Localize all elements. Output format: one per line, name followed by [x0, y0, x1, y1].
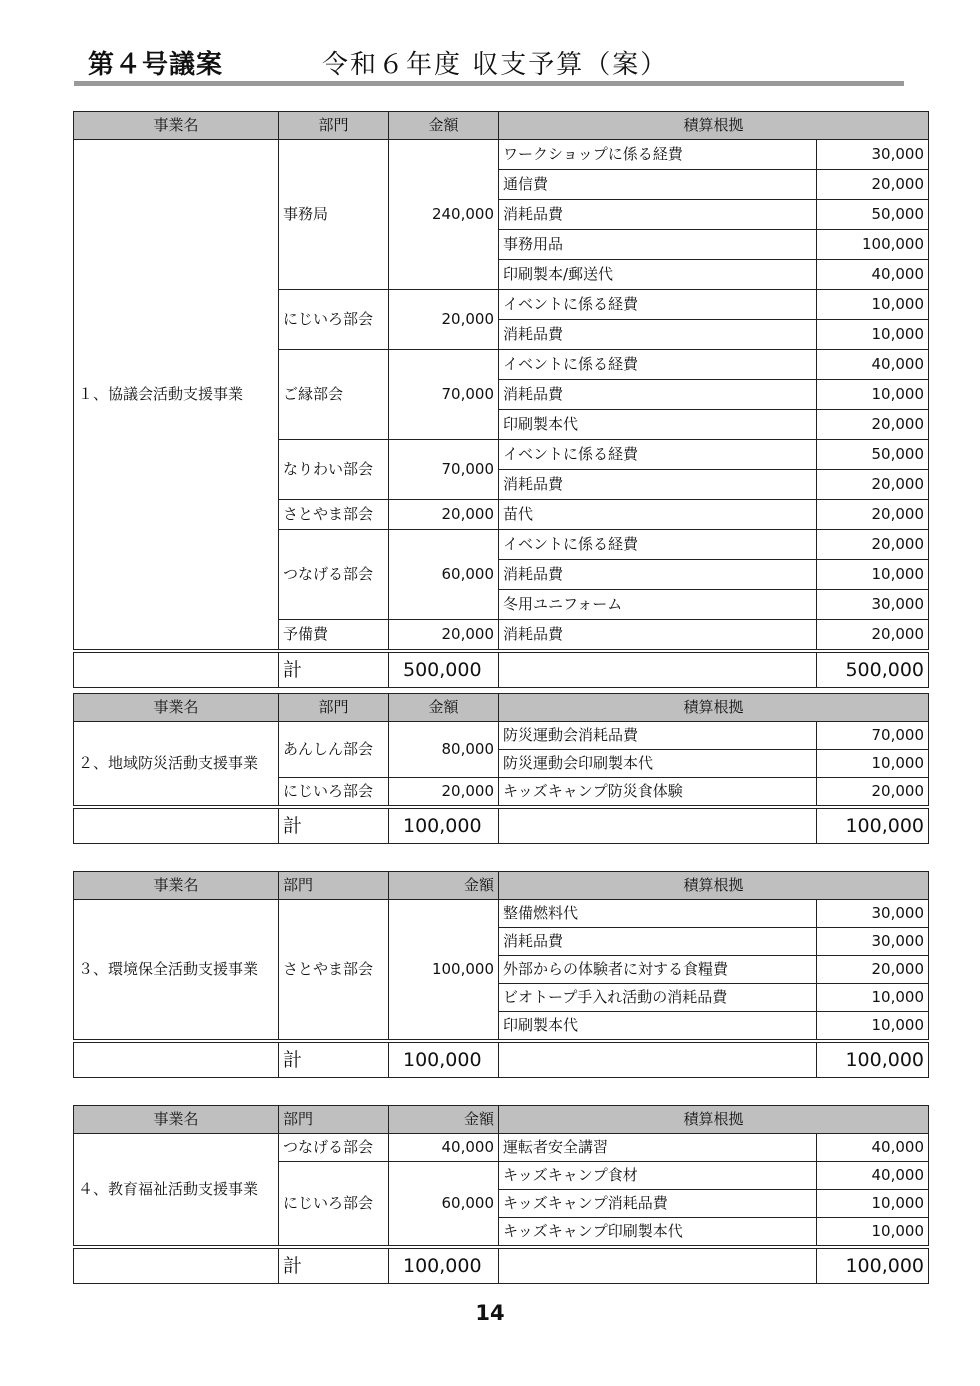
basis-cost: 20,000 [817, 470, 929, 500]
basis-item: 防災運動会印刷製本代 [499, 750, 817, 778]
department-name: 事務局 [279, 140, 389, 290]
project-name: ３、環境保全活動支援事業 [74, 900, 279, 1040]
department-amount: 240,000 [389, 140, 499, 290]
department-amount: 100,000 [389, 900, 499, 1040]
basis-item: 印刷製本/郵送代 [499, 260, 817, 290]
total-row [74, 1043, 929, 1078]
total-amount: 100,000 [389, 1249, 499, 1284]
table-row [74, 900, 929, 928]
basis-cost: 40,000 [817, 1162, 929, 1190]
header-basis: 積算根拠 [499, 1106, 929, 1134]
basis-cost: 10,000 [817, 1190, 929, 1218]
page-number: 14 [475, 1301, 505, 1325]
header-department: 部門 [279, 694, 389, 722]
department-name: にじいろ部会 [279, 290, 389, 350]
basis-item: 苗代 [499, 500, 817, 530]
basis-item: 消耗品費 [499, 928, 817, 956]
basis-cost: 40,000 [817, 1134, 929, 1162]
department-amount: 60,000 [389, 530, 499, 620]
basis-item: 消耗品費 [499, 620, 817, 650]
basis-cost: 10,000 [817, 750, 929, 778]
department-amount: 70,000 [389, 440, 499, 500]
total-label: 計 [279, 809, 389, 844]
total-row [74, 809, 929, 844]
department-name: にじいろ部会 [279, 778, 389, 806]
basis-item: 印刷製本代 [499, 1012, 817, 1040]
total-basis-blank [499, 653, 817, 688]
basis-item: 冬用ユニフォーム [499, 590, 817, 620]
total-blank [74, 1043, 279, 1078]
total-label: 計 [279, 1249, 389, 1284]
department-name: あんしん部会 [279, 722, 389, 778]
department-name: 予備費 [279, 620, 389, 650]
table-row [74, 140, 929, 170]
total-cost: 100,000 [817, 1249, 929, 1284]
basis-cost: 20,000 [817, 530, 929, 560]
basis-cost: 30,000 [817, 590, 929, 620]
department-name: つなげる部会 [279, 530, 389, 620]
basis-item: 外部からの体験者に対する食糧費 [499, 956, 817, 984]
department-amount: 40,000 [389, 1134, 499, 1162]
basis-cost: 10,000 [817, 320, 929, 350]
total-row [74, 1249, 929, 1284]
basis-item: ワークショップに係る経費 [499, 140, 817, 170]
basis-item: 防災運動会消耗品費 [499, 722, 817, 750]
basis-cost: 20,000 [817, 170, 929, 200]
basis-cost: 30,000 [817, 900, 929, 928]
department-name: さとやま部会 [279, 500, 389, 530]
basis-item: 印刷製本代 [499, 410, 817, 440]
total-label: 計 [279, 653, 389, 688]
budget-table [73, 111, 929, 688]
table-row [74, 722, 929, 750]
header-amount: 金額 [389, 112, 499, 140]
total-label: 計 [279, 1043, 389, 1078]
title-underline [74, 81, 904, 86]
basis-item: 事務用品 [499, 230, 817, 260]
basis-item: 消耗品費 [499, 380, 817, 410]
project-name: ４、教育福祉活動支援事業 [74, 1134, 279, 1246]
total-row [74, 653, 929, 688]
table-header-row [74, 1106, 929, 1134]
basis-item: ビオトープ手入れ活動の消耗品費 [499, 984, 817, 1012]
total-cost: 500,000 [817, 653, 929, 688]
basis-cost: 10,000 [817, 1012, 929, 1040]
budget-table [73, 693, 929, 844]
department-amount: 80,000 [389, 722, 499, 778]
header-department: 部門 [279, 1106, 389, 1134]
department-name: さとやま部会 [279, 900, 389, 1040]
header-amount: 金額 [389, 1106, 499, 1134]
department-amount: 20,000 [389, 290, 499, 350]
basis-item: キッズキャンプ消耗品費 [499, 1190, 817, 1218]
basis-item: 消耗品費 [499, 560, 817, 590]
header-department: 部門 [279, 112, 389, 140]
department-amount: 20,000 [389, 620, 499, 650]
department-name: ご縁部会 [279, 350, 389, 440]
basis-item: 消耗品費 [499, 470, 817, 500]
table-header-row [74, 694, 929, 722]
total-cost: 100,000 [817, 809, 929, 844]
basis-cost: 30,000 [817, 140, 929, 170]
project-name: １、協議会活動支援事業 [74, 140, 279, 650]
total-basis-blank [499, 1043, 817, 1078]
header-amount: 金額 [389, 872, 499, 900]
header-project: 事業名 [74, 872, 279, 900]
basis-item: 通信費 [499, 170, 817, 200]
basis-item: 消耗品費 [499, 320, 817, 350]
header-department: 部門 [279, 872, 389, 900]
basis-item: イベントに係る経費 [499, 530, 817, 560]
department-amount: 60,000 [389, 1162, 499, 1246]
basis-cost: 20,000 [817, 410, 929, 440]
basis-cost: 50,000 [817, 440, 929, 470]
header-basis: 積算根拠 [499, 112, 929, 140]
basis-item: 整備燃料代 [499, 900, 817, 928]
basis-item: キッズキャンプ防災食体験 [499, 778, 817, 806]
basis-item: イベントに係る経費 [499, 440, 817, 470]
basis-item: イベントに係る経費 [499, 350, 817, 380]
table-header-row [74, 872, 929, 900]
basis-item: 運転者安全講習 [499, 1134, 817, 1162]
header-project: 事業名 [74, 694, 279, 722]
basis-item: キッズキャンプ食材 [499, 1162, 817, 1190]
basis-cost: 20,000 [817, 500, 929, 530]
department-name: つなげる部会 [279, 1134, 389, 1162]
basis-cost: 20,000 [817, 778, 929, 806]
header-basis: 積算根拠 [499, 694, 929, 722]
department-amount: 20,000 [389, 778, 499, 806]
basis-cost: 100,000 [817, 230, 929, 260]
project-name: ２、地域防災活動支援事業 [74, 722, 279, 806]
budget-table [73, 1105, 929, 1284]
basis-cost: 40,000 [817, 350, 929, 380]
basis-cost: 10,000 [817, 560, 929, 590]
basis-cost: 10,000 [817, 380, 929, 410]
basis-cost: 10,000 [817, 1218, 929, 1246]
total-amount: 500,000 [389, 653, 499, 688]
basis-cost: 20,000 [817, 620, 929, 650]
total-basis-blank [499, 809, 817, 844]
basis-item: 消耗品費 [499, 200, 817, 230]
budget-table [73, 871, 929, 1078]
table-row [74, 1134, 929, 1162]
header-project: 事業名 [74, 112, 279, 140]
basis-cost: 10,000 [817, 290, 929, 320]
department-amount: 70,000 [389, 350, 499, 440]
department-name: なりわい部会 [279, 440, 389, 500]
basis-cost: 40,000 [817, 260, 929, 290]
total-blank [74, 653, 279, 688]
basis-cost: 70,000 [817, 722, 929, 750]
table-header-row [74, 112, 929, 140]
total-blank [74, 1249, 279, 1284]
total-amount: 100,000 [389, 1043, 499, 1078]
department-name: にじいろ部会 [279, 1162, 389, 1246]
header-project: 事業名 [74, 1106, 279, 1134]
agenda-number: 第４号議案 [88, 50, 224, 80]
basis-cost: 50,000 [817, 200, 929, 230]
basis-item: イベントに係る経費 [499, 290, 817, 320]
total-basis-blank [499, 1249, 817, 1284]
basis-item: キッズキャンプ印刷製本代 [499, 1218, 817, 1246]
department-amount: 20,000 [389, 500, 499, 530]
total-cost: 100,000 [817, 1043, 929, 1078]
basis-cost: 30,000 [817, 928, 929, 956]
basis-cost: 10,000 [817, 984, 929, 1012]
basis-cost: 20,000 [817, 956, 929, 984]
budget-title: 令和６年度 収支予算（案） [322, 50, 669, 80]
header-basis: 積算根拠 [499, 872, 929, 900]
header-amount: 金額 [389, 694, 499, 722]
total-amount: 100,000 [389, 809, 499, 844]
total-blank [74, 809, 279, 844]
